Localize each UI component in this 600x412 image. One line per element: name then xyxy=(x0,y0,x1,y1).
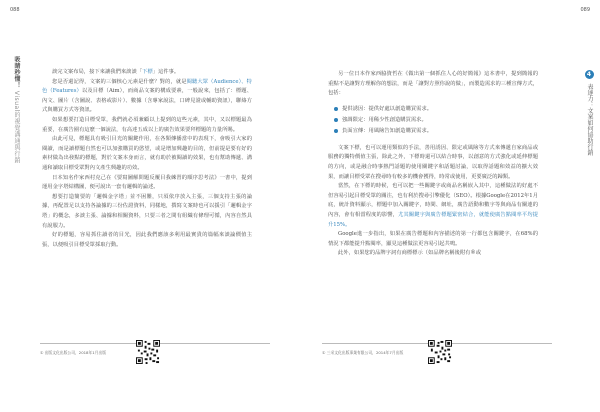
bullet-dot-icon xyxy=(334,129,338,133)
running-title xyxy=(12,56,21,164)
bullet-item: 強調限定：用稀少性創造購買需求。 xyxy=(334,115,538,126)
body-paragraph: 您是否還記得，文案的三個核心元素是什麼？對的，就是閱聽大眾（Audience）、特色（Features）以及目標（Aim），而商品文案的構成要素，一般說來，包括了：標題、內文、圖片（含圖說、表格或影片）、數據（含專家說法，口碑見證或輔助資訊），聯絡方式與購買方式等資訊。 xyxy=(42,78,252,114)
running-title-main: 吸睛秒懂！ xyxy=(13,56,20,89)
footnote: ① 出版文化出版公司，2018年1月出版 xyxy=(40,350,107,355)
intro-paragraph: 另一位日本作家西脇資哲在《做出第一個抓住人心的好簡報》這本書中，提到簡報的重點不是讓對方理解你的想法，而是「讓對方照你說的做」，而製造需求的三種宣傳方式，包括： xyxy=(328,71,538,97)
bullet-dot-icon xyxy=(334,107,338,111)
bullet-list xyxy=(334,104,538,137)
qr-code-icon[interactable] xyxy=(428,340,452,364)
chapter-title: 表達力：文案如何協助行銷 xyxy=(586,83,593,156)
body-paragraph: 談完文案布局，接下來讓我們來談談「下標」這件事。 xyxy=(52,69,180,75)
qr-code-icon[interactable] xyxy=(136,340,160,364)
highlighted-text: 尤其關鍵字與廣告標題緊密結合，就能使廣告點閱率平均提升15%。 xyxy=(328,211,538,228)
body-paragraph: 日本知名作家西村克己在《要寫圖解問題反覆目我練習的順序思考法》一書中，提到運用金字塔結構圖，便可說出一套有邏輯的論述。 xyxy=(42,174,252,191)
right-paragraphs xyxy=(328,144,538,259)
body-paragraph: 如果想要打造目標受眾，我們就必須兼顧以上提到的這些元素，其中，又以標題最為重要，在廣告圈有這麼一個說法，有高達五成以上的廣告效果要拜標題的力量所賜。 xyxy=(42,116,252,133)
running-title-sub: Visual的視覺溝通與行銷 xyxy=(13,90,20,164)
body-paragraph: 想要打造簡要的「邏輯金字塔」並不困難，只須依序放入主張，三個支持主張的論據，再配置足以支持各論據的三份佐證資料，同樣地，撰寫文案時也可以援引「邏輯金字塔」的概念，多談主張、論據和相關資料，只要三者之間有組織有條理可循，內容自然具有說服力。 xyxy=(42,193,252,229)
body-paragraph: 文案下標，也可以運用類似的手法，善用誘因、限定或風險等方式來傳遞自家商品或服務的獨特價值主張，除此之外，下標時還可以結合時事，以創意的方式強化或延伸標題的方向，或是融合時事熱門話題的使用關鍵字和話題討論，以取得話題和效益的擴大效果，而讓目標受眾在搜尋時有較多的機會獲得，時常或使用，更要廣泛的歸類。 xyxy=(328,144,538,180)
highlighted-text: 下標 xyxy=(142,69,153,75)
body-text xyxy=(42,68,252,250)
body-text xyxy=(328,70,538,259)
body-paragraph: 由此可見，標題具有吸引目光的關鍵作用，在各類傳播當中的表現下，會吸引大家的閱讀，而是讀標題自然也可以加強購買的慾望，或是增加興趣的目的，但前提是要有好的素材做為出發點的標題，對於文案本身而言，就有助於被閱讀的效果，也有幫助傳遞、溝通和讀取目標受眾對內文產生興趣的功效。 xyxy=(42,136,252,171)
right-page xyxy=(300,0,600,412)
body-paragraph: 當然，在下標的時候，也可以把一些關鍵字或商品名稱嵌入其中，這種做法的好處不但容易引起目標受眾的關注，也有利於搜尋引擎優化（SEO）。根據Google在2012年1月底，統計資料顯示，標題中加入關鍵字，時間、網址，廣告語動和數字等與商品有關連的內容，會有相當程度的影響，尤其關鍵字與廣告標題緊密結合，就能使廣告點閱率平均提升15%。 xyxy=(328,183,538,228)
body-paragraph: Google進一步指出，如果在廣告標題和內容描述的第一行都包含關鍵字，在68%的情況下都能提升點閱率，顯見這種做法更容易引起共鳴。 xyxy=(328,231,538,247)
body-paragraph: 好的標題，容易抓住讀者的目光，因此我們應該多利用最實貴的篇幅來談論價值主張，以便吸引目標受眾採取行動。 xyxy=(42,232,252,248)
bullet-dot-icon xyxy=(334,118,338,122)
footnote: ① 三采文化出版事業有限公司，2014年7月出版 xyxy=(322,350,404,355)
page-number: 089 xyxy=(580,7,590,13)
highlighted-text: 閱聽大眾（Audience）、特色（Features） xyxy=(42,78,252,95)
body-paragraph: 此外，如果您的品牌字詞有商標標示（如品牌名稱後附有®或 xyxy=(338,250,482,257)
bullet-item: 提供誘因：提供好處以創造購買需求。 xyxy=(334,104,538,115)
bullet-item: 負面宣傳：用風險告知創造購買需求。 xyxy=(334,126,538,137)
page-number: 088 xyxy=(10,7,20,13)
chapter-tab xyxy=(585,70,595,156)
chapter-number-badge: 4 xyxy=(585,70,594,79)
